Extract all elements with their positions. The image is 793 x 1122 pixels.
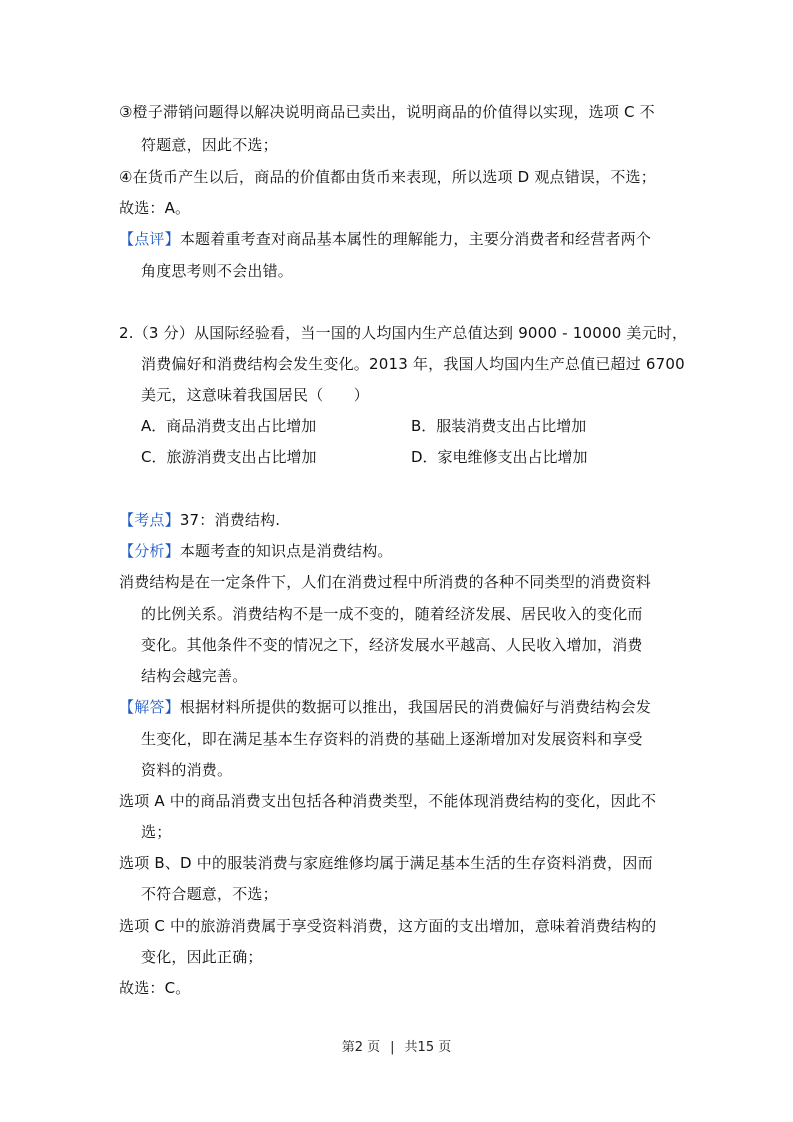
page-number: 第2 页 — [341, 1040, 381, 1055]
page-footer — [0, 1039, 793, 1057]
page-total: 共15 页 — [404, 1040, 452, 1055]
kaodian-tag: 【考点】 — [119, 511, 180, 529]
analysis-p1-line-1: 消费结构是在一定条件下，人们在消费过程中所消费的各种不同类型的消费资料 — [119, 573, 652, 591]
prev-line-4: 故选：A。 — [119, 199, 191, 217]
option-c-explain-1: 选项 C 中的旅游消费属于享受资料消费，这方面的支出增加，意味着消费结构的 — [119, 917, 657, 935]
option-d: D．家电维修支出占比增加 — [411, 448, 588, 466]
prev-line-3: ④在货币产生以后，商品的价值都由货币来表现，所以选项 D 观点错误，不选； — [119, 168, 656, 186]
prev-comment-2: 角度思考则不会出错。 — [141, 262, 294, 280]
question-2-line-2: 消费偏好和消费结构会发生变化。2013 年，我国人均国内生产总值已超过 6700 — [141, 355, 685, 373]
option-bd-explain-2: 不符合题意，不选； — [141, 885, 278, 903]
option-c: C．旅游消费支出占比增加 — [141, 448, 317, 466]
question-2-line-1: 2.（3 分）从国际经验看，当一国的人均国内生产总值达到 9000 - 10000 美元时， — [119, 324, 688, 342]
jieda-tag: 【解答】 — [119, 698, 180, 716]
final-answer: 故选：C。 — [119, 979, 191, 997]
option-a: A．商品消费支出占比增加 — [141, 417, 317, 435]
footer-separator: | — [390, 1040, 395, 1055]
question-2-line-3: 美元，这意味着我国居民（ ） — [141, 386, 370, 404]
analysis-p1-line-3: 变化。其他条件不变的情况之下，经济发展水平越高、人民收入增加，消费 — [141, 636, 643, 654]
analysis-p1-line-2: 的比例关系。消费结构不是一成不变的，随着经济发展、居民收入的变化而 — [141, 605, 643, 623]
jieda-text: 根据材料所提供的数据可以推出，我国居民的消费偏好与消费结构会发 — [179, 698, 652, 716]
fenxi-tag: 【分析】 — [119, 542, 180, 560]
option-b: B．服装消费支出占比增加 — [411, 417, 587, 435]
fenxi — [119, 541, 679, 561]
prev-line-2: 符题意，因此不选； — [141, 136, 278, 154]
prev-comment — [119, 229, 679, 249]
kaodian-text: 37：消费结构. — [179, 511, 281, 529]
comment-tag: 【点评】 — [119, 230, 180, 248]
comment-text: 本题着重考查对商品基本属性的理解能力，主要分消费者和经营者两个 — [179, 230, 652, 248]
option-bd-explain-1: 选项 B、D 中的服装消费与家庭维修均属于满足基本生活的生存资料消费，因而 — [119, 854, 653, 872]
option-a-explain-1: 选项 A 中的商品消费支出包括各种消费类型，不能体现消费结构的变化，因此不 — [119, 792, 657, 810]
prev-line-1: ③橙子滞销问题得以解决说明商品已卖出，说明商品的价值得以实现，选项 C 不 — [119, 103, 655, 121]
option-c-explain-2: 变化，因此正确； — [141, 948, 263, 966]
jieda-line-3: 资料的消费。 — [141, 761, 233, 779]
option-a-explain-2: 选； — [141, 823, 172, 841]
kaodian — [119, 510, 679, 530]
jieda-line-2: 生变化，即在满足基本生存资料的消费的基础上逐渐增加对发展资料和享受 — [141, 730, 643, 748]
fenxi-text: 本题考查的知识点是消费结构。 — [179, 542, 393, 560]
jieda — [119, 697, 679, 717]
analysis-p1-line-4: 结构会越完善。 — [141, 667, 248, 685]
